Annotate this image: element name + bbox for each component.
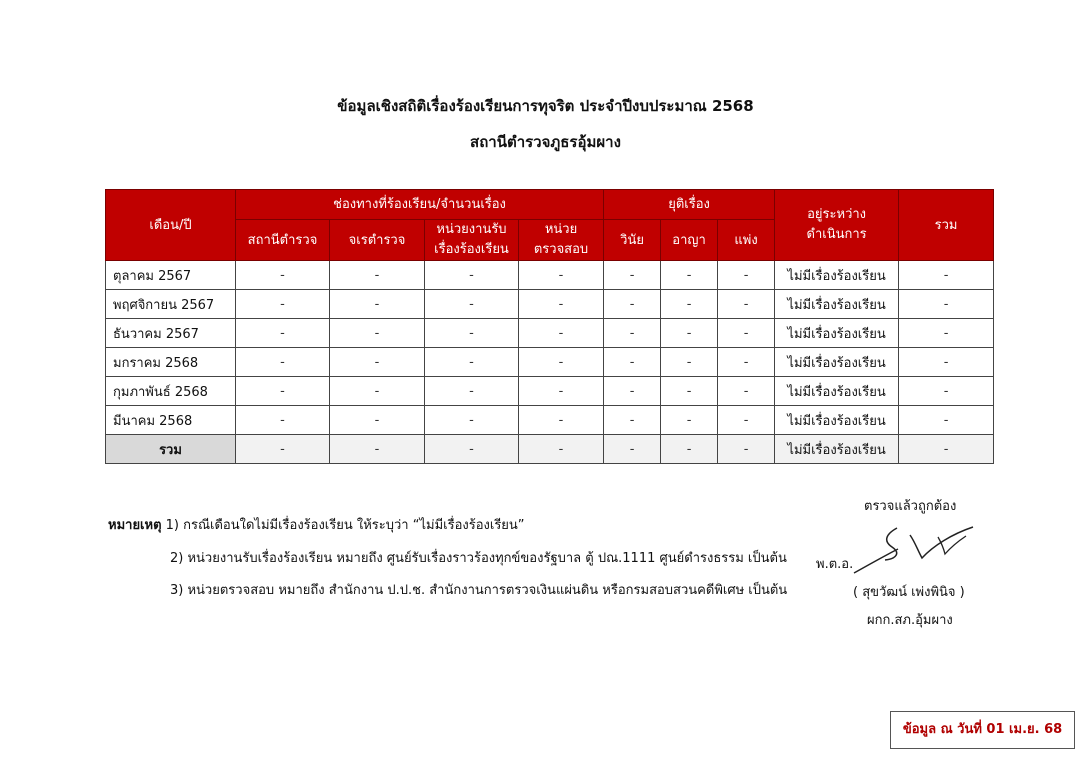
value-cell: - <box>519 435 604 464</box>
value-cell: - <box>236 377 330 406</box>
table-header <box>106 190 994 261</box>
table-row <box>106 290 994 319</box>
value-cell: - <box>519 377 604 406</box>
document-subtitle: สถานีตำรวจภูธรอุ้มผาง <box>470 133 621 151</box>
total-cell: - <box>899 290 994 319</box>
header-terminated-2: แพ่ง <box>718 220 775 261</box>
value-cell: - <box>330 290 425 319</box>
header-month: เดือน/ปี <box>106 190 236 261</box>
status-cell: ไม่มีเรื่องร้องเรียน <box>775 290 899 319</box>
signer-rank: พ.ต.อ. <box>816 557 854 572</box>
total-cell: - <box>899 377 994 406</box>
table-row <box>106 377 994 406</box>
value-cell: - <box>425 406 519 435</box>
total-cell: - <box>899 435 994 464</box>
remark-1: หมายเหตุ 1) กรณีเดือนใดไม่มีเรื่องร้องเรียน ให้ระบุว่า “ไม่มีเรื่องร้องเรียน” <box>108 518 525 533</box>
value-cell: - <box>661 406 718 435</box>
value-cell: - <box>236 319 330 348</box>
value-cell: - <box>330 406 425 435</box>
value-cell: - <box>330 377 425 406</box>
value-cell: - <box>330 348 425 377</box>
header-channel-3: หน่วย ตรวจสอบ <box>519 220 604 261</box>
value-cell: - <box>661 377 718 406</box>
status-cell: ไม่มีเรื่องร้องเรียน <box>775 261 899 290</box>
value-cell: - <box>718 377 775 406</box>
value-cell: - <box>519 319 604 348</box>
value-cell: - <box>519 406 604 435</box>
value-cell: - <box>661 290 718 319</box>
status-cell: ไม่มีเรื่องร้องเรียน <box>775 406 899 435</box>
value-cell: - <box>718 406 775 435</box>
status-cell: ไม่มีเรื่องร้องเรียน <box>775 319 899 348</box>
value-cell: - <box>236 435 330 464</box>
month-cell: มีนาคม 2568 <box>106 406 236 435</box>
value-cell: - <box>425 261 519 290</box>
value-cell: - <box>519 348 604 377</box>
month-cell: กุมภาพันธ์ 2568 <box>106 377 236 406</box>
signer-name: ( สุขวัฒน์ เพ่งพินิจ ) <box>853 585 965 600</box>
value-cell: - <box>519 290 604 319</box>
remark-3: 3) หน่วยตรวจสอบ หมายถึง สำนักงาน ป.ป.ช. สำนักงานการตรวจเงินแผ่นดิน หรือกรมสอบสวนคดีพิเศษ เป็นต้น <box>170 583 788 598</box>
total-cell: - <box>899 261 994 290</box>
status-cell: ไม่มีเรื่องร้องเรียน <box>775 377 899 406</box>
header-terminated-group: ยุติเรื่อง <box>604 190 775 220</box>
total-cell: - <box>899 319 994 348</box>
signer-position: ผกก.สภ.อุ้มผาง <box>867 613 953 628</box>
table-body <box>106 261 994 464</box>
value-cell: - <box>604 348 661 377</box>
value-cell: - <box>604 261 661 290</box>
value-cell: - <box>236 348 330 377</box>
document-title: ข้อมูลเชิงสถิติเรื่องร้องเรียนการทุจริต ประจำปีงบประมาณ 2568 <box>337 97 754 115</box>
value-cell: - <box>604 435 661 464</box>
value-cell: - <box>661 348 718 377</box>
value-cell: - <box>425 435 519 464</box>
remark-label: หมายเหตุ <box>108 518 162 533</box>
value-cell: - <box>661 319 718 348</box>
value-cell: - <box>236 406 330 435</box>
header-channel-2: หน่วยงานรับ เรื่องร้องเรียน <box>425 220 519 261</box>
value-cell: - <box>330 319 425 348</box>
header-channel-0: สถานีตำรวจ <box>236 220 330 261</box>
value-cell: - <box>330 261 425 290</box>
total-cell: - <box>899 406 994 435</box>
header-channels-group: ช่องทางที่ร้องเรียน/จำนวนเรื่อง <box>236 190 604 220</box>
value-cell: - <box>604 319 661 348</box>
month-cell: ตุลาคม 2567 <box>106 261 236 290</box>
status-cell: ไม่มีเรื่องร้องเรียน <box>775 435 899 464</box>
header-in-progress: อยู่ระหว่าง ดำเนินการ <box>775 190 899 261</box>
value-cell: - <box>604 290 661 319</box>
value-cell: - <box>604 406 661 435</box>
header-terminated-0: วินัย <box>604 220 661 261</box>
value-cell: - <box>718 319 775 348</box>
table-row <box>106 261 994 290</box>
verified-label: ตรวจแล้วถูกต้อง <box>864 499 957 514</box>
month-cell: ธันวาคม 2567 <box>106 319 236 348</box>
value-cell: - <box>425 377 519 406</box>
value-cell: - <box>718 348 775 377</box>
value-cell: - <box>718 261 775 290</box>
month-cell: รวม <box>106 435 236 464</box>
month-cell: พฤศจิกายน 2567 <box>106 290 236 319</box>
total-row <box>106 435 994 464</box>
header-terminated-1: อาญา <box>661 220 718 261</box>
value-cell: - <box>718 435 775 464</box>
total-cell: - <box>899 348 994 377</box>
header-total: รวม <box>899 190 994 261</box>
value-cell: - <box>330 435 425 464</box>
value-cell: - <box>425 348 519 377</box>
value-cell: - <box>661 435 718 464</box>
table-row <box>106 406 994 435</box>
month-cell: มกราคม 2568 <box>106 348 236 377</box>
table-row <box>106 348 994 377</box>
table-row <box>106 319 994 348</box>
value-cell: - <box>718 290 775 319</box>
header-channel-1: จเรตำรวจ <box>330 220 425 261</box>
value-cell: - <box>604 377 661 406</box>
value-cell: - <box>236 290 330 319</box>
data-as-of-box: ข้อมูล ณ วันที่ 01 เม.ย. 68 <box>890 711 1075 749</box>
remark-2: 2) หน่วยงานรับเรื่องร้องเรียน หมายถึง ศูนย์รับเรื่องราวร้องทุกข์ของรัฐบาล ตู้ ปณ.1111 ศูนย์ดำรงธรรม เป็นต้น <box>170 551 787 566</box>
complaint-statistics-table <box>105 189 994 464</box>
handwritten-signature <box>852 524 976 576</box>
value-cell: - <box>425 319 519 348</box>
value-cell: - <box>661 261 718 290</box>
value-cell: - <box>425 290 519 319</box>
value-cell: - <box>236 261 330 290</box>
status-cell: ไม่มีเรื่องร้องเรียน <box>775 348 899 377</box>
value-cell: - <box>519 261 604 290</box>
